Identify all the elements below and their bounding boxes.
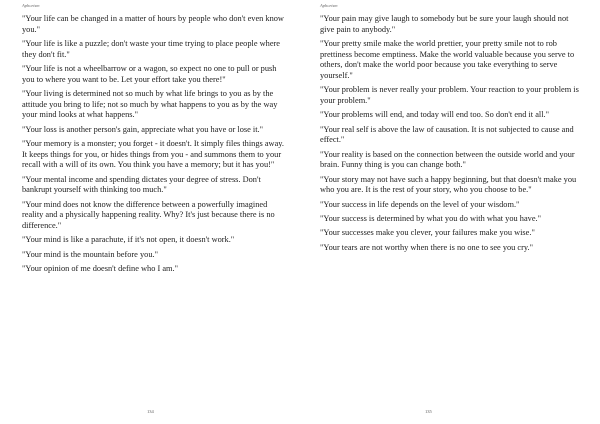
quote: "Your success in life depends on the level of your wisdom." [320,199,520,209]
quote: "Your mental income and spending dictates your degree of stress. Don't bankrupt yourself with thinking too much." [22,174,261,195]
quote-list [320,14,584,257]
running-header: Aphorism [22,3,40,8]
quote-list [22,14,284,278]
quote: "Your real self is above the law of causation. It is not subjected to cause and effect." [320,124,574,145]
quote: "Your mind does not know the difference between a powerfully imagined reality and a physically happening reality. Why? It's just because there is no difference." [22,199,275,231]
quote: "Your memory is a monster; you forget - it doesn't. It simply files things away. It keeps things for you, or hides things from you - and summons them to your recall with a will of its own. You think you have a memory; but it has you!" [22,139,284,170]
page-number: 135 [425,409,432,414]
quote: "Your mind is the mountain before you." [22,249,158,259]
quote: "Your problem is never really your problem. Your reaction to your problem is your problem." [320,85,579,106]
quote: "Your successes make you clever, your failures make you wise." [320,228,535,238]
quote: "Your mind is like a parachute, if it's not open, it doesn't work." [22,235,235,245]
quote: "Your problems will end, and today will end too. So don't end it all." [320,110,550,120]
quote: "Your tears are not worthy when there is no one to see you cry." [320,242,534,252]
quote: "Your pain may give laugh to somebody but be sure your laugh should not give pain to anybody." [320,14,569,34]
quote: "Your opinion of me doesn't define who I am." [22,264,179,273]
quote: "Your story may not have such a happy beginning, but that doesn't make you who you are. It is the rest of your story, who you choose to be." [320,174,577,195]
quote: "Your success is determined by what you do with what you have." [320,214,542,223]
running-header: Aphorism [320,3,338,8]
quote: "Your living is determined not so much by what life brings to you as by the attitude you bring to life; not so much by what happens to you as by the way your mind looks at what happens." [22,89,278,120]
quote: "Your life is like a puzzle; don't waste your time trying to place people where they don't fit." [22,39,281,59]
right-page [300,0,600,424]
page-number: 134 [147,409,154,414]
quote: "Your reality is based on the connection between the outside world and your brain. Funny thing is you can change both." [320,149,575,170]
quote: "Your loss is another person's gain, appreciate what you have or lose it." [22,124,264,134]
quote: "Your life can be changed in a matter of hours by people who don't even know you." [22,14,284,34]
quote: "Your life is not a wheelbarrow or a wagon, so expect no one to pull or push you to where you want to be. Let your effort take you there!" [22,64,277,84]
quote: "Your pretty smile make the world prettier, your pretty smile not to rob prettiness become emptiness. Make the world valuable because you serve to others, don't make the world poor because you take everything to serve yourself." [320,39,575,81]
